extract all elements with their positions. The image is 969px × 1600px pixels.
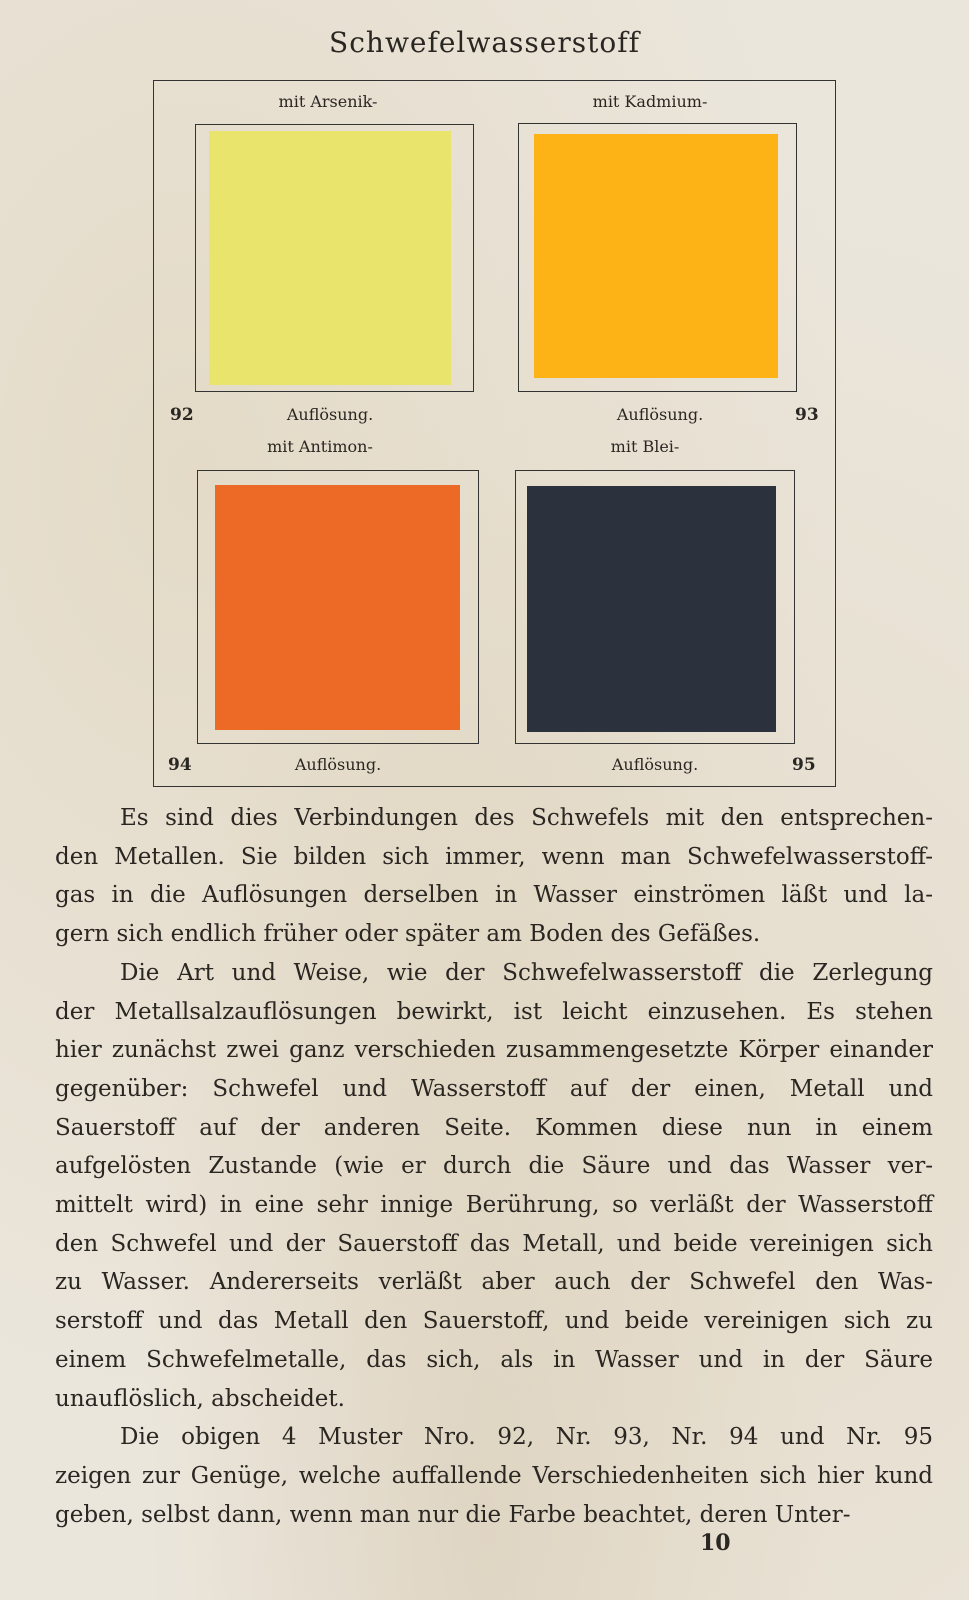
sample-92-swatch (209, 131, 451, 385)
sample-92-number: 92 (170, 405, 194, 425)
text-line: der Metallsalzauflösungen bewirkt, ist leicht einzusehen. Es stehen (55, 998, 933, 1025)
sample-93-number: 93 (795, 405, 819, 425)
sample-94-number: 94 (168, 755, 192, 775)
text-line: hier zunächst zwei ganz verschieden zusammengesetzte Körper einander (55, 1037, 933, 1064)
text-line: serstoff und das Metall den Sauerstoff, und beide vereinigen sich zu (55, 1308, 933, 1335)
text-line: Sauerstoff auf der anderen Seite. Kommen diese nun in einem (55, 1114, 933, 1141)
text-line: den Schwefel und der Sauerstoff das Metall, und beide vereinigen sich (55, 1230, 933, 1257)
text-line: einem Schwefelmetalle, das sich, als in Wasser und in der Säure (55, 1346, 933, 1373)
text-line: mittelt wird) in eine sehr innige Berührung, so verläßt der Wasserstoff (55, 1192, 933, 1218)
page-title: Schwefelwasserstoff (329, 26, 640, 59)
sample-94-label-bottom: Auflösung. (294, 755, 382, 774)
text-line: gegenüber: Schwefel und Wasserstoff auf der einen, Metall und (55, 1075, 933, 1102)
text-line: Es sind dies Verbindungen des Schwefels mit den entsprechen- (120, 805, 933, 831)
sample-93-label-top: mit Kadmium- (592, 92, 708, 111)
text-line: gas in die Auflösungen derselben in Wasser einströmen läßt und la- (55, 882, 933, 909)
sample-95-number: 95 (792, 755, 816, 775)
text-line: den Metallen. Sie bilden sich immer, wenn man Schwefelwasserstoff- (55, 843, 933, 870)
text-line: zeigen zur Genüge, welche auffallende Verschiedenheiten sich hier kund (55, 1462, 933, 1489)
sample-95-label-bottom: Auflösung. (611, 755, 699, 774)
sample-93-swatch (534, 134, 778, 378)
sample-94-label-top: mit Antimon- (267, 437, 373, 456)
sample-95-label-top: mit Blei- (610, 437, 680, 456)
sample-92-label-top: mit Arsenik- (278, 92, 378, 111)
text-line: geben, selbst dann, wenn man nur die Farbe beachtet, deren Unter- (55, 1501, 851, 1528)
sample-93-label-bottom: Auflösung. (616, 405, 704, 424)
page-number: 10 (700, 1530, 731, 1556)
sample-95-swatch (527, 486, 776, 732)
text-line: Die Art und Weise, wie der Schwefelwasserstoff die Zerlegung (120, 959, 933, 986)
text-line: Die obigen 4 Muster Nro. 92, Nr. 93, Nr. 94 und Nr. 95 (120, 1424, 933, 1451)
sample-92-label-bottom: Auflösung. (286, 405, 374, 424)
text-line: unauflöslich, abscheidet. (55, 1385, 345, 1412)
text-line: aufgelösten Zustande (wie er durch die Säure und das Wasser ver- (55, 1153, 933, 1180)
text-line: zu Wasser. Andererseits verläßt aber auch der Schwefel den Was- (55, 1269, 933, 1296)
text-line: gern sich endlich früher oder später am Boden des Gefäßes. (55, 921, 761, 948)
sample-94-swatch (215, 485, 460, 730)
